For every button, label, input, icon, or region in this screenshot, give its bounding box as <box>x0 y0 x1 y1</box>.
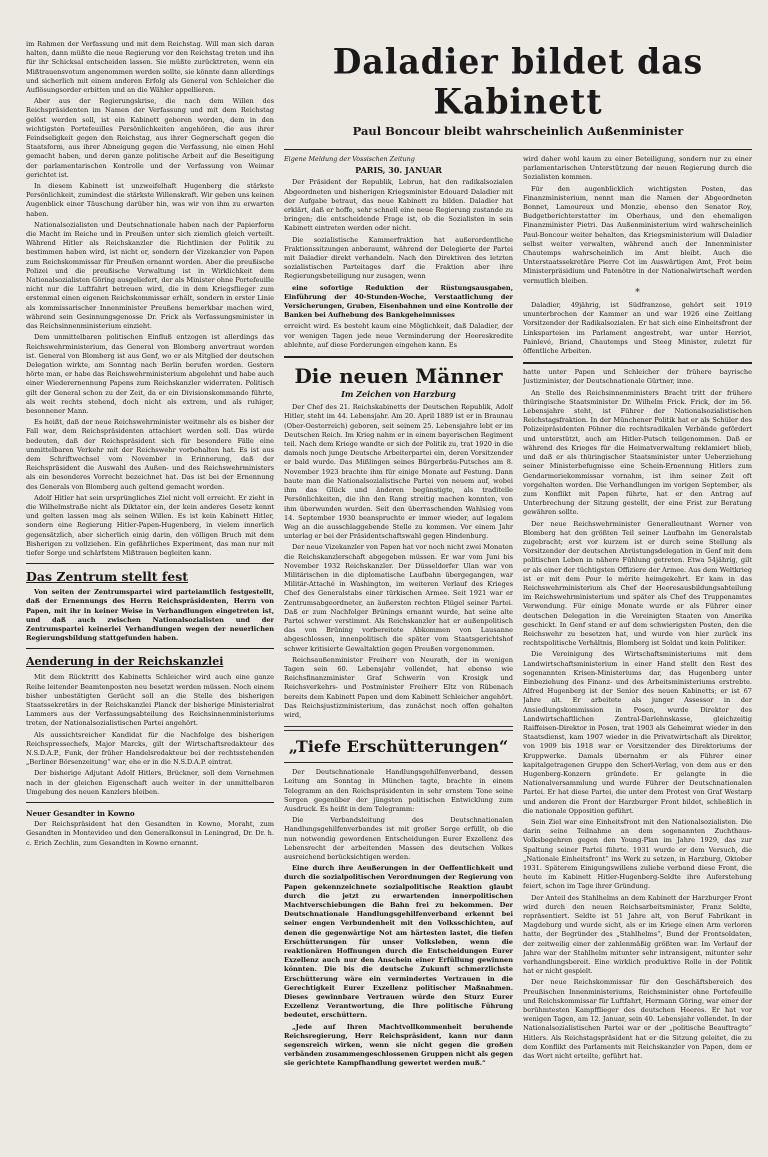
neue-maenner-headline: Die neuen Männer <box>294 364 503 389</box>
paragraph: Sein Ziel war eine Einheitsfront mit den Nationalsozialisten. Die darin seine Teilnahme an dem sogenannten Zuchthaus-Volksbegehren gegen den Young-Plan im Jahre 1929, das zur Spaltung seiner Partei führte. 1931 wurde er dem Versuch, die „Nationale Einheitsfront“ ins Werk zu setzen, in Harzburg, Oktober 1931. Späterem Einigungswillens zuliebe verband diese Front, die heute im Kabinett Hitler-Hugenberg-Seldte ihre Auferstehung feiert, schon im Tage ihrer Gründung. <box>523 818 752 891</box>
main-columns <box>284 155 752 1071</box>
divider <box>26 802 274 803</box>
paragraph: Die Verbandsleitung des Deutschnationalen Handlungsgehilfenverbandes ist mit großer Sorge erfüllt, ob die nun notwendig gewordenen Entscheidungen Eurer Exzellenz des Lebensrecht der arbeitenden Massen des deutschen Volkes ausreichend berücksichtigen werden. <box>284 816 513 861</box>
divider <box>26 648 274 649</box>
paragraph: Der neue Reichskommissar für den Geschäftsbereich des Preußischen Innenministeriums, Reichsminister ohne Portefeuille und Reichskommissar für Luftfahrt, Hermann Göring, war einer der berühmtesten Kampfflieger des deutschen Heeres. Er hat vor wenigen Tagen, am 12. Januar, sein 40. Lebensjahr vollendet. In der Nationalsozialistischen Partei war er der „politische Beauftragte“ Hitlers. Als Reichstagspräsident hat er die Sitzung geleitet, die zu dem Konflikt des Parlaments mit Reichskanzler von Papen, dem er das Wort nicht erteilte, geführt hat. <box>523 978 752 1061</box>
paragraph: Der neue Reichswehrminister Generalleutnant Werner von Blomberg hat den größten Teil seiner Laufbahn im Generalstab zugebracht; erst vor kurzem ist er durch seine Stellung als Vorsitzender der deutschen Abrüstungsdelegation in Genf mit dem politischen Leben in nähere Fühlung getreten. Etwa 54jährig, gilt er als einer der tüchtigsten Offiziere der Armee. Aus dem Weltkrieg ist er mit dem Pour le mérite heimgekehrt. Er kam in das Reichswehrministerium als Chef der Heeresausbildungsabteilung im Reichswehrministerium und später als Chef des Truppenamtes Verwendung. Für einige Monate wurde er als Führer einer deutschen Delegation in die Vereinigten Staaten von Amerika geschickt. In Genf stand er auf dem schwierigsten Posten, den die Reichswehr zu besetzen hat, und wurde von hier zurück ins rechtspolitische Verhältnis, Blomberg ist Soldat und kein Politiker. <box>523 519 752 648</box>
paragraph: Mit dem Rücktritt des Kabinetts Schleicher wird auch eine ganze Reihe leitender Beamtenposten neu besetzt werden müssen. Noch einem bisher unbestätigten Gerücht soll an die Stelle des bisherigen Staatssekretärs in der Reichskanzlei Planck der bisherige Ministerialrat Lammers aus der Verfassungsabteilung des Reichsinnenministeriums treten, der Nationalsozialistischen Partei angehört. <box>26 673 274 728</box>
paragraph: Daladier, 49jährig, ist Südfranzose, gehört seit 1919 ununterbrochen der Kammer an und war 1926 eine Zeitlang Vorsitzender der Radikalsozialen. Er hat sich eine Einheitsfront der Linksparteien im Parlament angestrebt, war unter Herriot, Painlevé, Briand, Chautemps und Steeg Minister, zuletzt für öffentliche Arbeiten. <box>523 301 752 356</box>
divider <box>284 762 513 763</box>
paragraph: erreicht wird. Es besteht kaum eine Möglichkeit, daß Daladier, der vor wenigen Tagen jede neue Verminderung der Heereskredite ablehnte, auf diese Forderungen eingehen kann. Es <box>284 322 513 349</box>
byline-text: Eigene Meldung der Vossischen Zeitung <box>284 155 415 163</box>
paragraph: Aber aus der Regierungskrise, die nach dem Willen des Reichspräsidenten im Namen der Verfassung und mit dem Reichstag gelöst werden soll, ist ein Kabinett geboren worden, dem in den wichtigsten Portefeuilles Persönlichkeiten angehören, die aus ihrer Feindseligkeit gegen den Reichstag, aus ihrer Gegnerschaft gegen die Staatsform, aus ihrer Abneigung gegen die Verfassung, nie einen Hehl gemacht haben, und deren ganze politische Arbeit auf die Beseitigung der parlamentarischen Kontrolle und der Verfassung von Weimar gerichtet ist. <box>26 97 274 179</box>
paragraph: Die sozialistische Kammerfraktion hat außerordentliche Fraktionssitzungen anberaumt, während der Delegierte der Partei mit Daladier direkt verhandeln. Nach den Direktiven des letzten sozialistischen Parteitages darf die Fraktion aber ihre Regierungsbeteiligung nur zusagen, wenn <box>284 235 513 281</box>
main-headline: Daladier bildet das Kabinett <box>332 41 704 122</box>
paragraph: An Stelle des Reichsinnenministers Bracht tritt der frühere thüringische Staatsminister Dr. Wilhelm Frick. Frick, der im 56. Lebensjahre steht, ist Führer der Nationalsozialistischen Reichstagsfraktion. In der Münchener Politik hat er als Schüler des Polizeipräsidenten Pöhner die rechtsradikalen Verbände gefördert und unterstützt, auch am Hitler-Putsch teilgenommen. Daß er während des Krieges für die Heimatverwaltung reklamiert blieb, und daß er als thüringischer Staatsminister unter Ueberziehung seiner Ministerbefugnisse eine Schein-Ernennung Hitlers zum Gendarmeriekommissar vornahm, ist ihm seiner Zeit oft vorgehalten worden. Die Verhandlungen im vorigen September, als zum Konflikt mit Papen führte, hat er den Antrag auf Unterbrechung der Sitzung gestellt, der eine Frist zur Beratung gewähren sollte. <box>523 388 752 517</box>
paragraph: wird daher wohl kaum zu einer Beteiligung, sondern nur zu einer parlamentarischen Unterstützung der neuen Regierung durch die Sozialisten kommen. <box>523 155 752 182</box>
paragraph: In diesem Kabinett ist unzweifelhaft Hugenberg die stärkste Persönlichkeit, zumindest die stärkste Willenskraft. Wir geben uns keinen Augenblick einer Täuschung darüber hin, was wir von ihm zu erwarten haben. <box>26 182 274 218</box>
paragraph: Eine durch ihre Aeußerungen in der Oeffentlichkeit und durch die sozialpolitischen Verordnungen der Regierung von Papen gekennzeichnete sozialpolitische Reaktion glaubt durch die jetzt zu erwartenden innerpolitischen Machtverschiebungen die Bahn frei zu bekommen. Der Deutschnationale Handlungsgehilfenverband erkennt bei seiner engen Verbundenheit mit den Volksschichten, auf denen die gegenwärtige Not am härtesten lastet, die tiefen Erschütterungen für unser Volksleben, wenn die reaktionären Hoffnungen durch die Entscheidungen Eurer Exzellenz auch nur den Anschein einer Erfüllung gewinnen könnten. Die bis die deutsche Zukunft schmerzlichste Erschütterung wäre ein vermindertes Vertrauen in die Gerechtigkeit Eurer Exzellenz politischer Maßnahmen. Dieses gewinnbare Vertrauen würde den Sturz Eurer Exzellenz Verantwortung, die Ihre politische Führung bedeutet, erschüttern. <box>284 864 513 1020</box>
right-column <box>523 155 752 1071</box>
paragraph: Nationalsozialisten und Deutschnationale haben nach der Papierform die Macht im Reiche und in Preußen unter sich ziemlich gleich verteilt. Während Hitler als Reichskanzler die Richtlinien der Politik zu bestimmen haben wird, ist nicht er, sondern der Vizekanzler von Papen zum Reichskommissar für Preußen ernannt worden. Aber die preußische Polizei und die preußische Verwaltung ist in Wirklichkeit dem Nationalsozialisten Göring ausgeliefert, der als Minister ohne Portefeuille nicht nur die Luftfahrt betreuen wird, die in dem Kriegsflieger zum erstenmal einen eigenen Reichskommissar erhält, sondern in erster Linie als kommissarischer Innenminister Preußens bemerkbar machen wird, während sein Gesinnungsgenosse Dr. Frick als Verfassungsminister in das Reichsinnenministerium einzieht. <box>26 220 274 331</box>
center-column <box>284 155 513 1071</box>
dateline: PARIS, 30. JANUAR <box>355 165 442 176</box>
paragraph: Der Chef des 21. Reichskabinetts der Deutschen Republik, Adolf Hitler, steht im 44. Lebensjahr. Am 20. April 1889 ist er in Braunau (Ober-Oesterreich) geboren, seit seinem 25. Lebensjahre lebt er im Deutschen Reich. Im Krieg nahm er in einem bayerischen Regiment teil. Nach dem Kriege wandte er sich der Politik zu, trat 1920 in die damals noch junge Deutsche Arbeiterpartei ein, deren Vorsitzender er bald wurde. Das Mißlingen seines Bürgerbräu-Putsches am 8. November 1923 brachte ihm für einige Monate auf Festung. Dann baute man die Nationalsozialistische Partei von neuem auf, wobei ihm das Glück und änderen begünstigte, als traditeile Persönlichkeiten, die ihn den Rang streitig machen konnten, von ihm überwunden wurden. Seit den überraschenden Wahlsieg vom 14. September 1930 beanspruchte er immer wieder, auf legalem Weg an die ausschlaggebende Stelle zu kommen. Vor einem Jahr unterlag er bei der Präsidentschaftswahl gegen Hindenburg. <box>284 403 513 541</box>
reichskanzlei-headline: Aenderung in der Reichskanzlei <box>26 655 224 669</box>
paragraph: Als aussichtsreicher Kandidat für die Nachfolge des bisherigen Reichspressechefs, Major Marcks, gilt der Wirtschaftsredakteur des N.S.D.A.P., Funk, der früher Handelsredakteur bei der rechtsstehenden „Berliner Börsenzeitung“ war, ehe er in die N.S.D.A.P. eintrat. <box>26 730 274 767</box>
paragraph: Dem unmittelbaren politischen Einfluß entzogen ist allerdings das Reichswehrministerium, das General von Blomberg anvertraut worden ist. General von Blomberg ist aus Genf, wo er als Mitglied der deutschen Delegation wirkte, am Sonntag nach Berlin berufen worden. Gestern hörte man, er habe das Reichswehrministerium abgelehnt und habe auch einer Wiederernennung Papens zum Reichskanzler widerraten. Politisch gilt der General schon zu der Zeit, da er ein Divisionskommando führte, als weit rechts stehend, doch nicht als extrem, und als ruhiger, besonnener Mann. <box>26 333 274 415</box>
page-grid <box>26 40 752 1140</box>
zentrum-headline: Das Zentrum stellt fest <box>26 569 189 585</box>
paragraph: Der neue Vizekanzler von Papen hat vor noch nicht zwei Monaten die Reichskanzlerschaft abgegeben müssen. Er war vom Juni bis November 1932 Reichskanzler. Der Düsseldorfer Ulan war von Militärischen in die diplomatische Laufbahn übergegangen, war Militär-Attaché in Washington, im weiteren Verlauf des Krieges Chef des Generalstabs einer türkischen Armee. Seit 1921 war er Zentrumsabgeordneter, an äußersten rechten Flügel seiner Partei. Daß er zum Nachfolger Brünings ernannt wurde, hat seine alte Partei schwer verstimmt. Als Reichskanzler hat er außenpolitisch das von Brüning vorbereitete Abkommen von Lausanne abgeschlossen, innenpolitisch die später vom Staatsgerichtshof schwer kritisierte Gewaltaktion gegen Preußen vorgenommen. <box>284 543 513 653</box>
paragraph: Es heißt, daß der neue Reichswehrminister weitmehr als es bisher der Fall war, dem Reichspräsidenten attachiert werden soll. Das würde bedeuten, daß der Reichspräsident sich für besondere Fälle eine unmittelbaren Verkehr mit der Reichswehr vorbehalten hat. Es ist aus dem Schriftwechsel vom November in Erinnerung, daß der Reichspräsident die Auswahl des Außen- und des Reichswehrministers als ein besonderes Vorrecht bezeichnet hat. Das ist bei der Ernennung des Generals von Blomberg auch geltend gemacht worden. <box>26 418 274 491</box>
main-subheadline: Paul Boncour bleibt wahrscheinlich Außenminister <box>352 124 684 138</box>
left-intro <box>26 40 274 558</box>
kowno-headline: Neuer Gesandter in Kowno <box>26 809 135 819</box>
left-column <box>26 40 274 1140</box>
divider <box>26 563 274 564</box>
paragraph: Adolf Hitler hat sein ursprüngliches Ziel nicht voll erreicht. Er zieht in die Wilhelmstraße nicht als Diktator ein, der kein anderes Gesetz kennt und gelten lassen mag als seinen Willen. Es ist kein Kabinett Hitler, sondern eine Regierung Hitler-Papen-Hugenberg, in vielem innerlich gegensätzlich, aber sicherlich einig darin, den völligen Bruch mit dem Bisherigen zu vollziehen. Ein gefährliches Experiment, das man nur mit tiefer Sorge und schärfstem Mißtrauen begleiten kann. <box>26 493 274 557</box>
paragraph: Der bisherige Adjutant Adolf Hitlers, Brückner, soll dem Vernehmen nach in der gleichen Eigenschaft auch weiter in der unmittelbaren Umgebung des neuen Kanzlers bleiben. <box>26 769 274 796</box>
divider <box>523 362 752 364</box>
paragraph: Der Anteil des Stahlhelms an dem Kabinett der Harzburger Front wird durch den neuen Reichsarbeitsminister, Franz Seldte, repräsentiert. Seldte ist 51 Jahre alt, von Beruf Fabrikant in Magdeburg und wurde sicht, als er im Kriege einen Arm verloren hatte, der Begründer des „Stahlhelms“, Bund der Frontsoldaten, der zeitweilig einer der zahlenmäßig größten war. Im Verlauf der Jahre war der Stahlhelm mitunter sehr intransigent, mitunter sehr verhandlungsbereit. Eine wirklich produktive Rolle in der Politik hat er nicht gespielt. <box>523 893 752 976</box>
paragraph: „Jede auf Ihren Machtvollkommenheit beruhende Reichsregierung, Herr Reichspräsident, kann nur dann segensreich wirken, wenn sie nicht gegen die großen verbänden zusammengeschlossenen Gruppen nicht als gegen sie gerichtete Kampfhandlung gewertet werden muß.“ <box>284 1022 513 1068</box>
byline <box>284 155 513 164</box>
separator-star: * <box>635 287 640 298</box>
paragraph: Der Präsident der Republik, Lebrun, hat den radikalsozialen Abgeordneten und bisherigen Kriegsminister Edouard Daladier mit der Aufgabe betraut, das neue Kabinett zu bilden. Daladier hat erklärt, daß er hoffe, sehr schnell eine neue Regierung zustande zu bringen; die entscheidende Frage ist, ob die Sozialisten in sein Kabinett eintreten werden oder nicht. <box>284 178 513 233</box>
paragraph: Von seiten der Zentrumspartei wird parteiamtlich festgestellt, daß der Ernennungs des Herrn Reichspräsidenten, Herrn von Papen, mit ihr in keiner Weise in Verhandlungen eingetreten ist, und daß auch zwischen Nationalsozialisten und der Zentrumspartei keinerlei Verhandlungen wegen der neuerlichen Regierungsbildung stattgefunden haben. <box>26 588 274 643</box>
paragraph: Der Reichspräsident hat den Gesandten in Kowno, Moraht, zum Gesandten in Montevideo und den Generalkonsul in Leningrad, Dr. Dr. h. c. Erich Zechlin, zum Gesandten in Kowno ernannt. <box>26 820 274 847</box>
paragraph: Der Deutschnationale Handlungsgehilfenverband, dessen Leitung am Sonntag in München tagte, brachte in einem Telegramm an den Reichspräsidenten in sehr ernstem Tone seine Sorgen gegenüber der jüngsten politischen Entwicklung zum Ausdruck. Es heißt in dem Telegramm: <box>284 768 513 813</box>
paragraph: Reichsaußenminister Freiherr von Neurath, der in wenigen Tagen sein 60. Lebensjahr vollendet, hat ebenso wie Reichsfinanzminister Graf Schwerin von Krosigk und Reichsverkehrs- und Postminister Freiherr Eltz von Rübenach bereits dem Kabinett Papen und dem Kabinett Schleicher angehört. Das Reichsjustizministerium, das zunächst noch offen gehalten wird, <box>284 655 513 719</box>
paragraph: eine sofortige Reduktion der Rüstungsausgaben, Einführung der 40-Stunden-Woche, Verstaatlichung der Versicherungen, Gruben, Eisenbahnen und eine Kontrolle der Banken bei Aufhebung des Bankgeheimnisses <box>284 283 513 320</box>
divider <box>284 356 513 358</box>
tiefe-headline: „Tiefe Erschütterungen“ <box>288 737 509 757</box>
divider <box>284 726 513 731</box>
paragraph: Die Vereinigung des Wirtschaftsministeriums mit dem Landwirtschaftsministerium in einer Hand stellt den Rest des sogenannten Krisen-Ministeriums dar, das Hugenberg unter Einbeziehung des Finanz- und des Arbeitsministeriums erstrebte. Alfred Hugenberg ist der Senior des neuen Kabinetts; er ist 67 Jahre alt. Er arbeitete als junger Assessor in der Ansiedlungskommission in Posen, wurde Direktor des Landwirtschaftlichen Zentral-Darlehnskasse, gleichzeitig Raiffeisen-Direktor in Posen, trat 1903 als Geheimrat wieder in den Staatsdienst, kam 1907 wieder in die Privatwirtschaft als Direktor, von 1909 bis 1918 war er Vorsitzender des Direktoriums der Kruppwerke. Damals übernahm er als Führer einer kapitalgetragenen Gruppe den Scherl-Verlag, von dem aus er den Hugenberg-Konzern gründete. Er gelangte in die Nationalversammlung und wurde Führer der Deutschnationalen Partei. Er hat diese Partei, die unter dem Protest von Graf Westarp und anderen die Front der Harzburger Front bildet, schließlich in die nationale Opposition geführt. <box>523 650 752 815</box>
paragraph: Für den augenblicklich wichtigsten Posten, das Finanzministerium, nennt man die Namen der Abgeordneten Bonnet, Lamoureux und Monzie, ebenso den Senator Roy, Budgetberichterstatter im Oberhaus, und den ehemaligen Finanzminister Pietri. Das Außenministerium wird wahrscheinlich Paul-Boncour weiter behalten, das Kriegsministerium will Daladier selbst weiter verwalten, während auch der Innenminister Chautemps wahrscheinlich im Amt bleibt. Auch die Unterstaatssekretäre Pierre Cot im Auswärtigen Amt, Frot beim Ministerpräsidium und Patenôtre in der Nationalwirtschaft werden vermutlich bleiben. <box>523 184 752 285</box>
main-area <box>284 40 752 1140</box>
neue-maenner-subheadline: Im Zeichen von Harzburg <box>341 389 456 400</box>
divider <box>284 149 752 150</box>
paragraph: hatte unter Papen und Schleicher der frühere bayrische Justizminister, der Deutschnationale Gürtner, inne. <box>523 368 752 386</box>
paragraph: im Rahmen der Verfassung und mit dem Reichstag. Will man sich daran halten, dann müßte die neue Regierung vor den Reichstag treten und ihn für ihr Schicksal entscheiden lassen. Sie müßte zurücktreten, wenn ein Mißtrauensvotum angenommen werden sollte, sie könnte dann allerdings und sicherlich mit einem anderen Erfolg als General von Schleicher die Auflösungsorder erbitten und an die Wähler appellieren. <box>26 40 274 95</box>
